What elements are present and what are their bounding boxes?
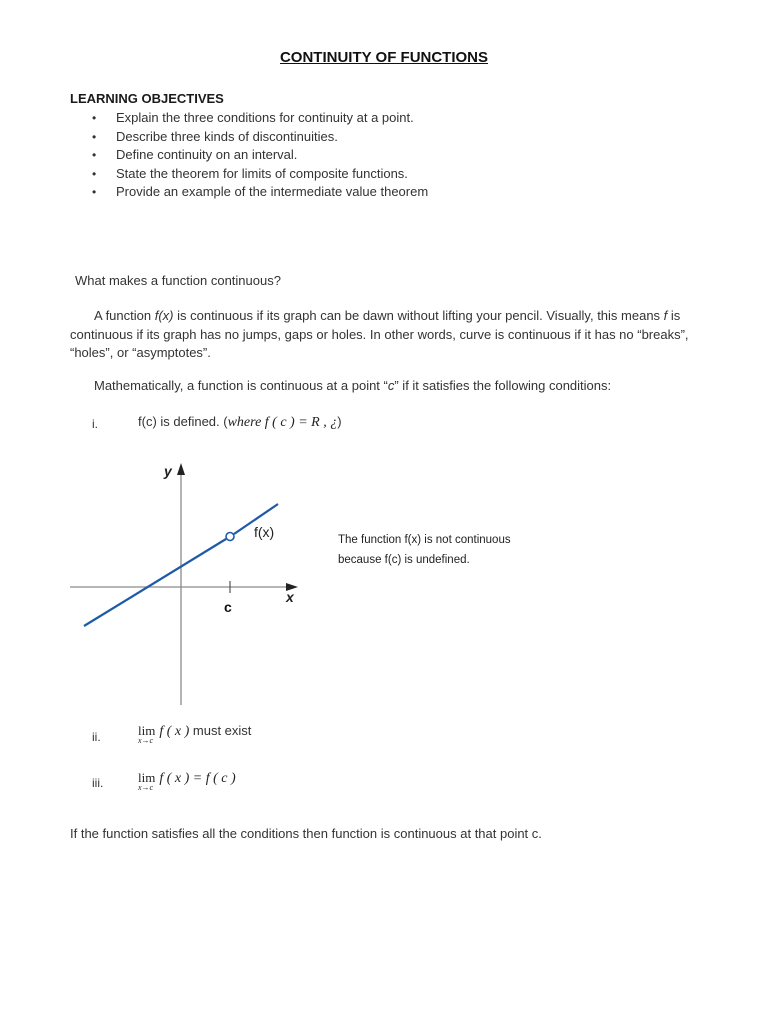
para-text: ” if it satisfies the following conditions: [394,378,612,393]
list-item [92,146,428,165]
bullet-icon: • [92,166,97,181]
limit-subscript: x→c [138,783,154,792]
condition-close: ) [337,414,342,429]
definition-paragraph [70,307,710,363]
point-symbol: c [387,378,395,393]
caption-line: The function f(x) is not continuous [338,534,511,546]
y-axis-label: y [164,463,172,479]
condition-numeral: ii. [92,730,101,744]
condition-3 [138,769,236,792]
list-item [92,183,428,202]
condition-1 [138,414,342,431]
condition-text: f(c) is defined. ( [138,414,228,429]
list-item [92,128,428,147]
para-text: is continuous if its graph has no jumps, gaps or holes. In other words, curve is continuous if it has no “breaks”, “holes”, or “asymptotes”. [70,308,689,360]
objective-text: Describe three kinds of discontinuities. [116,128,338,144]
condition-numeral: iii. [92,776,104,790]
condition-text: must exist [189,723,252,738]
c-label: c [224,599,232,615]
objectives-list [92,109,428,202]
para-text: is continuous if its graph can be dawn without lifting your pencil. Visually, this means [173,308,664,323]
condition-numeral: i. [92,417,98,431]
limit-expression: f ( x ) [159,724,190,739]
page-title: CONTINUITY OF FUNCTIONS [279,49,489,66]
objectives-heading: LEARNING OBJECTIVES [70,91,224,106]
objective-text: Define continuity on an interval. [116,147,298,163]
objective-text: State the theorem for limits of composite functions. [116,165,408,181]
conclusion-text: If the function satisfies all the conditions then function is continuous at that point c. [70,826,542,841]
conditions-intro [70,377,710,396]
function-symbol: f(x) [154,308,174,323]
bullet-icon: • [92,148,97,163]
objective-text: Explain the three conditions for continuity at a point. [116,110,414,125]
graph-caption [338,530,558,570]
bullet-icon: • [92,129,97,144]
lim-operator: lim [138,723,156,738]
list-item [92,109,428,128]
curve-label: f(x) [254,524,275,540]
discontinuity-graph [60,455,310,710]
condition-2 [138,722,252,745]
objective-text: Provide an example of the intermediate value theorem [116,184,429,200]
y-axis-arrow-icon [177,463,185,475]
para-text: A function [94,308,155,323]
limit-expression: f ( x ) = f ( c ) [159,771,236,786]
condition-math: where f ( c ) = R , ¿ [227,415,338,430]
hole-marker [226,533,234,541]
section-question: What makes a function continuous? [75,273,281,288]
bullet-icon: • [92,111,97,125]
function-line-left [84,539,226,626]
caption-line: because f(c) is undefined. [338,554,470,566]
lim-operator: lim [138,770,156,785]
x-axis-label: x [286,589,294,605]
limit-subscript: x→c [138,736,154,745]
function-symbol: f [663,308,668,323]
list-item [92,165,428,184]
para-text: Mathematically, a function is continuous at a point “ [94,378,388,393]
bullet-icon: • [92,185,97,200]
